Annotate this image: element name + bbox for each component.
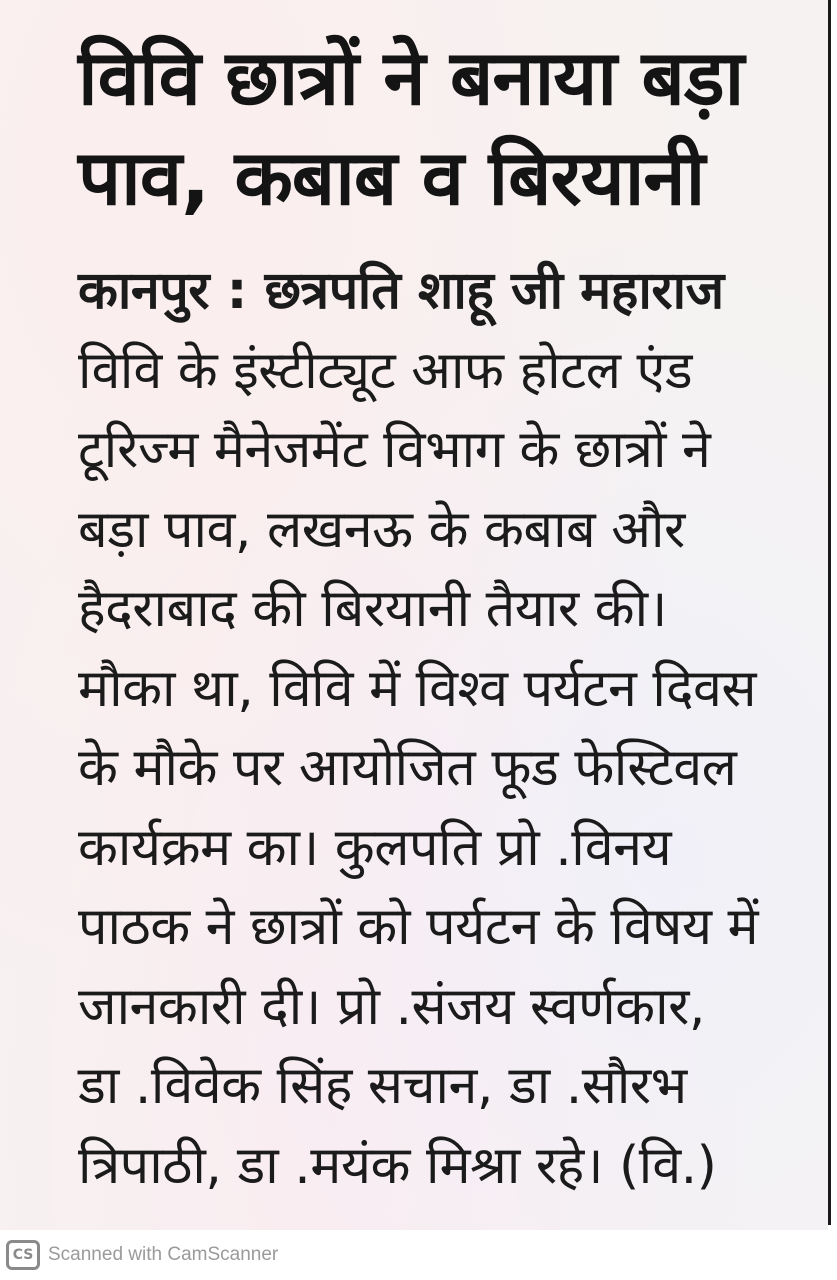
body-line-12: त्रिपाठी, डा .मयंक मिश्रा रहे। (वि.) (78, 1135, 717, 1196)
body-line-1: कानपुर : छत्रपति शाहू जी महाराज (78, 261, 724, 321)
body-line-11: डा .विवेक सिंह सचान, डा .सौरभ (78, 1056, 687, 1116)
body-line-10: जानकारी दी। प्रो .संजय स्वर्णकार, (78, 976, 705, 1037)
body-line-5: हैदराबाद की बिरयानी तैयार की। (78, 579, 667, 639)
article-headline (78, 28, 818, 228)
camscanner-logo-icon: CS (6, 1240, 40, 1270)
column-rule (828, 0, 831, 1225)
headline-line-1: विवि छात्रों ने बनाया बड़ा (78, 33, 744, 122)
body-line-3: टूरिज्म मैनेजमेंट विभाग के छात्रों ने (78, 420, 711, 480)
body-line-9: पाठक ने छात्रों को पर्यटन के विषय में (78, 897, 759, 957)
article-body (78, 252, 808, 1206)
body-line-2: विवि के इंस्टीट्यूट आफ होटल एंड (78, 340, 693, 401)
body-line-6: मौका था, विवि में विश्व पर्यटन दिवस (78, 658, 757, 719)
body-line-4: बड़ा पाव, लखनऊ के कबाब और (78, 499, 685, 560)
scanner-footer (0, 1232, 837, 1280)
headline-line-2: पाव, कबाब व बिरयानी (78, 133, 705, 222)
body-line-7: के मौके पर आयोजित फूड फेस्टिवल (78, 738, 737, 798)
scanner-watermark-label: Scanned with CamScanner (48, 1244, 279, 1265)
body-line-8: कार्यक्रम का। कुलपति प्रो .विनय (78, 817, 672, 878)
